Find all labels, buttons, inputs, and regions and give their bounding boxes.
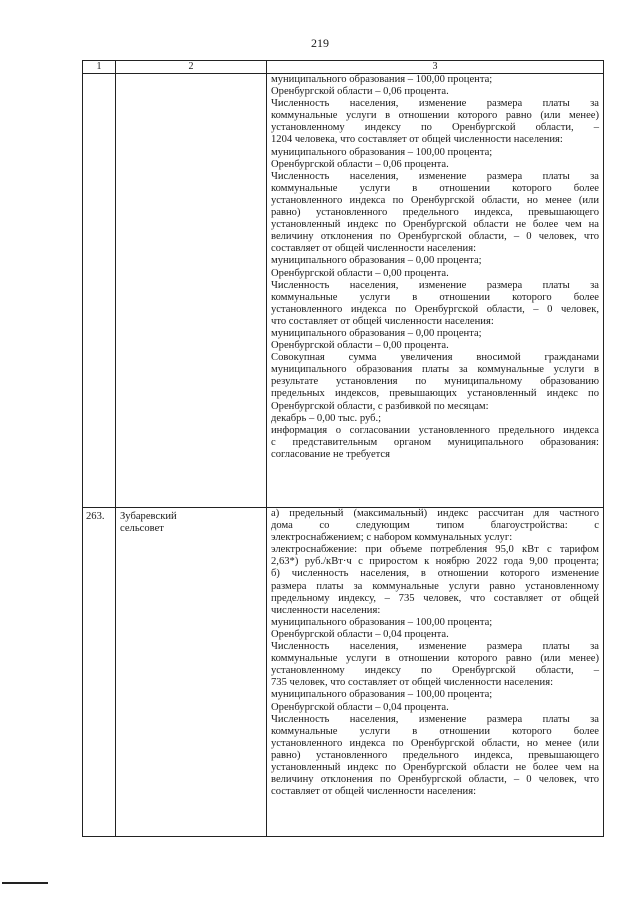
page-number: 219	[311, 36, 329, 50]
text-line: установленного индекса по Оренбургской области, но менее (или	[271, 194, 599, 206]
text-line: что составляет от общей численности населения:	[271, 315, 494, 327]
footer-rule	[2, 882, 48, 884]
text-line: Совокупная сумма увеличения вносимой гражданами	[271, 352, 599, 364]
text-line: декабрь – 0,00 тыс. руб.;	[271, 412, 382, 424]
text-line: с представительным органом муниципального образования:	[271, 436, 599, 448]
text-line: электроснабжением; с набором коммунальных услуг:	[271, 532, 513, 544]
text-line: электроснабжение: при объеме потребления 95,0 кВт с тарифом	[271, 544, 599, 556]
text-line: а) предельный (максимальный) индекс рассчитан для частного	[271, 508, 599, 519]
text-line: равно) установленного предельного индекса, превышающего	[271, 749, 599, 761]
text-line: муниципального образования – 100,00 процента;	[271, 616, 493, 628]
text-line: Оренбургской области – 0,06 процента.	[271, 158, 449, 170]
table-header-row	[83, 61, 604, 74]
text-line: Оренбургской области, с разбивкой по месяцам:	[271, 400, 489, 412]
column-header-2: 2	[116, 61, 267, 74]
text-line: муниципального образования – 100,00 процента;	[271, 146, 493, 158]
text-line: 2,63*) руб./кВт·ч с приростом к ноябрю 2022 года 9,00 процента;	[271, 556, 599, 568]
text-line: равно) установленного предельного индекса, превышающего	[271, 207, 599, 219]
text-line: дома со следующим типом благоустройства: с	[271, 520, 599, 532]
text-line: установленному индексу по Оренбургской области, –	[271, 665, 599, 677]
column-header-3: 3	[267, 61, 604, 74]
municipality-name-line: сельсовет	[120, 523, 164, 535]
text-line: численности населения:	[271, 604, 381, 616]
text-line: Численность населения, изменение размера платы за	[271, 170, 599, 182]
text-line: Численность населения, изменение размера платы за	[271, 279, 599, 291]
column-header-1: 1	[83, 61, 116, 74]
text-line: муниципального образования – 100,00 процента;	[271, 689, 493, 701]
municipality-name-cell	[116, 74, 267, 508]
text-line: 735 человек, что составляет от общей численности населения:	[271, 677, 554, 689]
text-line: Численность населения, изменение размера платы за	[271, 713, 599, 725]
text-line: предельных индексов, превышающих установленный индекс по	[271, 388, 599, 400]
text-line: муниципального образования – 0,00 процента;	[271, 255, 482, 267]
text-line: Оренбургской области – 0,06 процента.	[271, 86, 449, 98]
text-line: величину отклонения по Оренбургской области, – 0 человек, что	[271, 231, 599, 243]
text-line: муниципального образования платы за коммунальные услуги в	[271, 364, 599, 376]
text-line: Оренбургской области – 0,00 процента.	[271, 340, 449, 352]
text-line: составляет от общей численности населения:	[271, 243, 477, 255]
table-row	[83, 508, 604, 837]
text-line: установленному индексу по Оренбургской области, –	[271, 122, 599, 134]
text-line: составляет от общей численности населения:	[271, 786, 477, 798]
text-line: установленный индекс по Оренбургской области не более чем на	[271, 219, 599, 231]
text-line: коммунальные услуги в отношении которого более	[271, 291, 599, 303]
data-table	[82, 60, 604, 837]
text-line: Оренбургской области – 0,00 процента.	[271, 267, 449, 279]
text-line: предельному индексу, – 735 человек, что составляет от общей	[271, 592, 599, 604]
municipality-name-line: Зубаревский	[120, 511, 177, 522]
text-line: коммунальные услуги в отношении которого равно (или менее)	[271, 653, 599, 665]
text-line: установленного индекса по Оренбургской области, но менее (или	[271, 737, 599, 749]
row-number-cell	[83, 74, 116, 508]
text-line: согласование не требуется	[271, 448, 391, 460]
text-line: коммунальные услуги в отношении которого более	[271, 725, 599, 737]
text-line: б) численность населения, в отношении которого изменение	[271, 568, 599, 580]
municipality-name-cell	[116, 508, 267, 837]
text-line: величину отклонения по Оренбургской области, – 0 человек, что	[271, 774, 599, 786]
text-line: установленный индекс по Оренбургской области не более чем на	[271, 761, 599, 773]
text-line: муниципального образования – 0,00 процента;	[271, 327, 482, 339]
table-row	[83, 74, 604, 508]
text-line: коммунальные услуги в отношении которого равно (или менее)	[271, 110, 599, 122]
description-cell	[267, 508, 604, 837]
text-line: Численность населения, изменение размера платы за	[271, 98, 599, 110]
text-line: коммунальные услуги в отношении которого более	[271, 182, 599, 194]
text-line: Оренбургской области – 0,04 процента.	[271, 701, 449, 713]
text-line: муниципального образования – 100,00 процента;	[271, 74, 493, 85]
row-number: 263.	[86, 511, 105, 522]
text-line: установленного индекса по Оренбургской области, – 0 человек,	[271, 303, 599, 315]
text-line: Численность населения, изменение размера платы за	[271, 641, 599, 653]
text-line: 1204 человека, что составляет от общей численности населения:	[271, 134, 563, 146]
description-cell	[267, 74, 604, 508]
text-line: Оренбургской области – 0,04 процента.	[271, 628, 449, 640]
text-line: результате установления по муниципальному образованию	[271, 376, 599, 388]
text-line: размера платы за коммунальные услуги равно установленному	[271, 580, 599, 592]
row-number-cell	[83, 508, 116, 837]
text-line: информация о согласовании установленного предельного индекса	[271, 424, 599, 436]
